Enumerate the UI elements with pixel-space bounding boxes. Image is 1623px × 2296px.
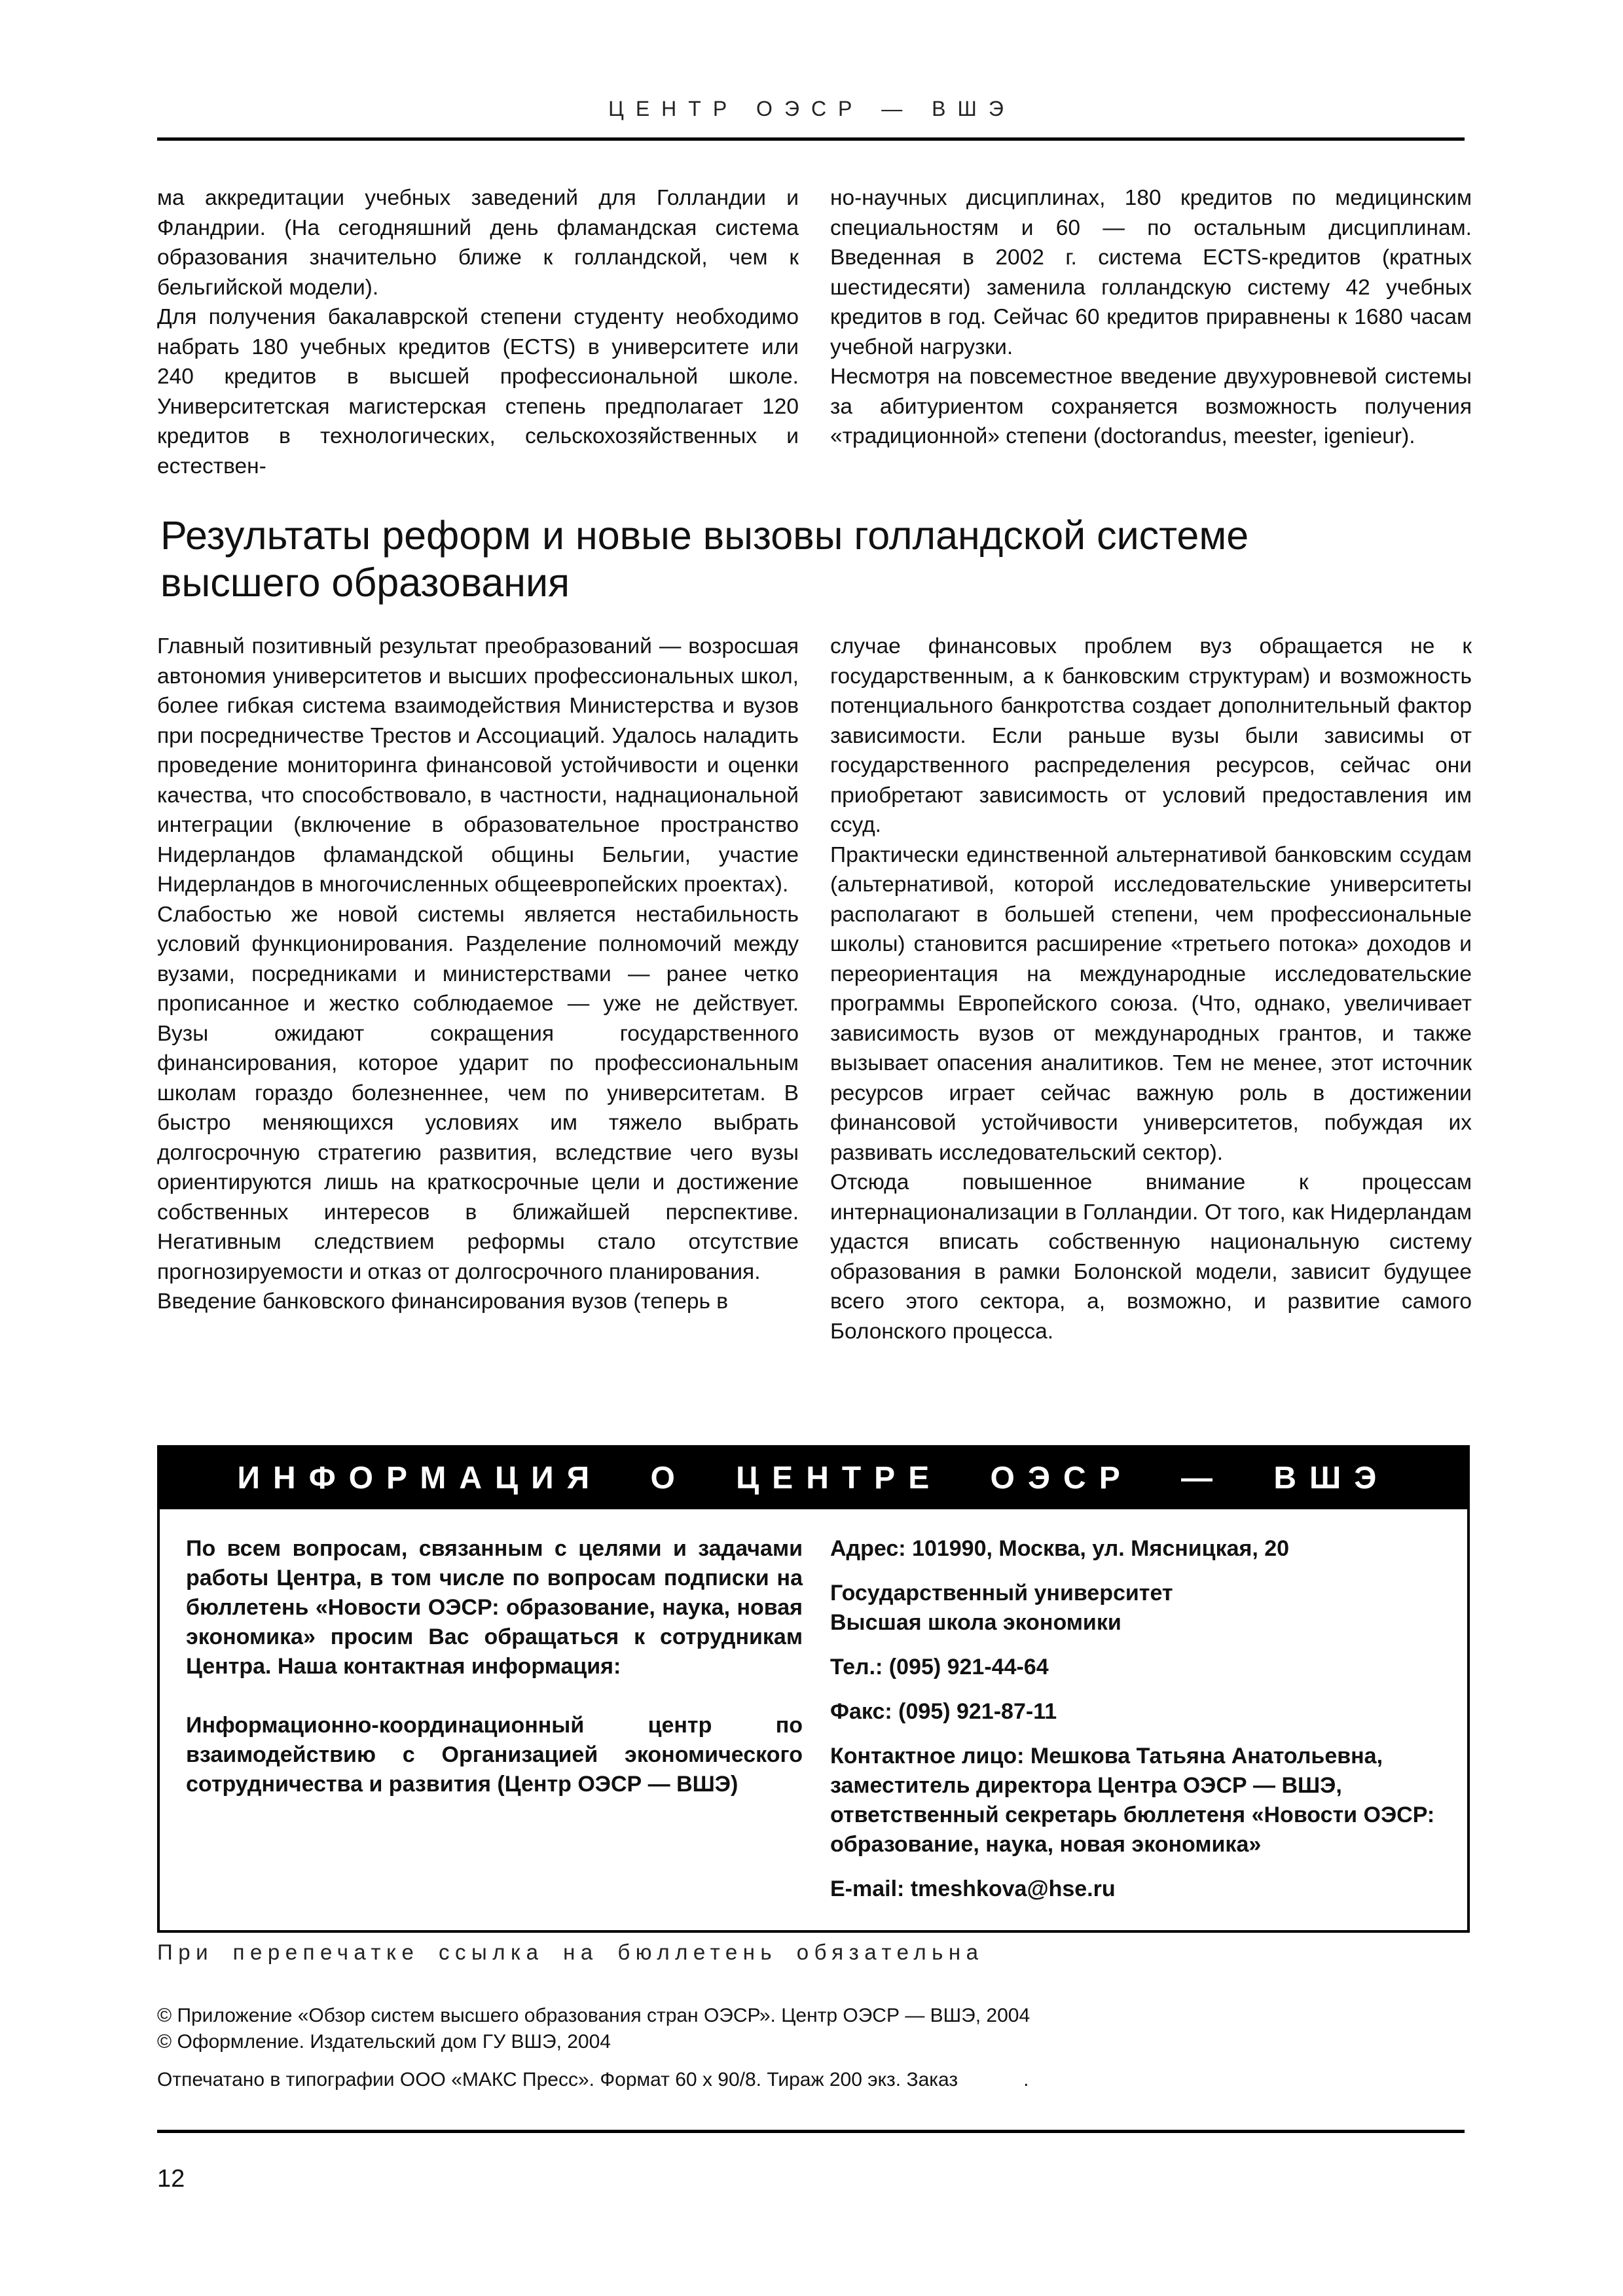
footer-rule: [157, 2130, 1465, 2133]
header-rule: [157, 137, 1465, 141]
paragraph: Слабостью же новой системы является нестабильность условий функционирования. Разделение полномочий между вузами, посредниками и министерствами — ранее четко прописанное и жестко соблюдаемое — уже не действует. Вузы ожидают сокращения государственного финансирования, которое ударит по профессиональным школам гораздо болезненнее, чем по университетам. В быстро меняющихся условиях им тяжело выбрать долгосрочную стратегию развития, вследствие чего вузы ориентируются лишь на краткосрочные цели и достижение собственных интересов в ближайшей перспективе. Негативным следствием реформы стало отсутствие прогнозируемости и отказ от долгосрочного планирования.: [157, 902, 799, 1284]
paragraph: Главный позитивный результат преобразований — возросшая автономия университетов и высших профессиональных школ, более гибкая система взаимодействия Министерства и вузов при посредничестве Трестов и Ассоциаций. Удалось наладить проведение мониторинга финансовой устойчивости и оценки качества, что способствовало, в частности, наднациональной интеграции (включение в образовательное пространство Нидерландов фламандской общины Бельгии, участие Нидерландов в многочисленных общеевропейских проектах).: [157, 634, 799, 897]
top-right-column: [830, 183, 1472, 452]
main-left-column: [157, 632, 799, 1317]
info-center-name: Информационно-координационный центр по взаимодействию с Организацией экономического сотрудничества и развития (Центр ОЭСР — ВШЭ): [186, 1713, 803, 1797]
paragraph: Несмотря на повсеместное введение двухуровневой системы за абитуриентом сохраняется возможность получения «традиционной» степени (doctorandus, meester, igenieur).: [830, 365, 1472, 448]
copyright-line: © Приложение «Обзор систем высшего образования стран ОЭСР». Центр ОЭСР — ВШЭ, 2004: [157, 2005, 1030, 2026]
section-heading-line1: Результаты реформ и новые вызовы голландской системе: [160, 513, 1249, 558]
info-box-left: [186, 1534, 803, 1829]
copyright-line: © Оформление. Издательский дом ГУ ВШЭ, 2004: [157, 2031, 611, 2053]
paragraph: Отсюда повышенное внимание к процессам интернационализации в Голландии. От того, как Нидерландам удастся вписать собственную национальную систему образования в рамки Болонской модели, зависит будущее всего этого сектора, а, возможно, и развитие самого Болонского процесса.: [830, 1170, 1472, 1344]
page-number: 12: [157, 2165, 185, 2193]
info-intro: По всем вопросам, связанным с целями и задачами работы Центра, в том числе по вопросам подписки на бюллетень «Новости ОЭСР: образование, наука, новая экономика» просим Вас обращаться к сотрудникам Центра. Наша контактная информация:: [186, 1536, 803, 1679]
paragraph: Введение банковского финансирования вузов (теперь в: [157, 1289, 729, 1314]
info-box: [157, 1445, 1470, 1933]
paragraph: но-научных дисциплинах, 180 кредитов по медицинским специальностям и 60 — по остальным дисциплинам. Введенная в 2002 г. система ECTS-кредитов (кратных шестидесяти) заменила голландскую систему 42 учебных кредитов в год. Сейчас 60 кредитов приравнены к 1680 часам учебной нагрузки.: [830, 186, 1472, 359]
paragraph: Практически единственной альтернативой банковским ссудам (альтернативой, которой исследовательские университеты располагают в большей степени, чем профессиональные школы) становится расширение «третьего потока» доходов и переориентация на международные исследовательские программы Европейского союза. (Что, однако, увеличивает зависимость вузов от международных грантов, и также вызывает опасения аналитиков. Тем не менее, этот источник ресурсов играет сейчас важную роль в достижении финансовой устойчивости университетов, побуждая их развивать исследовательский сектор).: [830, 842, 1472, 1165]
info-fax: Факс: (095) 921-87-11: [830, 1699, 1057, 1724]
paragraph: ма аккредитации учебных заведений для Голландии и Фландрии. (На сегодняшний день фламандская система образования значительно ближе к голландской, чем к бельгийской модели).: [157, 186, 799, 300]
printing-info: Отпечатано в типографии ООО «МАКС Пресс». Формат 60 x 90/8. Тираж 200 экз. Заказ .: [157, 2069, 1029, 2090]
info-box-right: [830, 1534, 1446, 1919]
info-phone: Тел.: (095) 921-44-64: [830, 1655, 1049, 1679]
info-email: E-mail: tmeshkova@hse.ru: [830, 1876, 1116, 1901]
info-university-line2: Высшая школа экономики: [830, 1610, 1122, 1635]
info-university-line1: Государственный университет: [830, 1581, 1173, 1605]
info-contact: Контактное лицо: Мешкова Татьяна Анатольевна, заместитель директора Центра ОЭСР — ВШЭ, ответственный секретарь бюллетеня «Новости ОЭСР: образование, наука, новая экономика»: [830, 1744, 1435, 1857]
top-left-column: [157, 183, 799, 481]
running-header: ЦЕНТР ОЭСР — ВШЭ: [608, 97, 1015, 120]
info-address: Адрес: 101990, Москва, ул. Мясницкая, 20: [830, 1536, 1290, 1561]
section-heading-line2: высшего образования: [160, 560, 570, 605]
paragraph: Для получения бакалаврской степени студенту необходимо набрать 180 учебных кредитов (ECTS) в университете или 240 кредитов в высшей профессиональной школе. Университетская магистерская степень предполагает 120 кредитов в технологических, сельскохозяйственных и естествен-: [157, 305, 799, 478]
section-heading: [160, 512, 1404, 606]
main-right-column: [830, 632, 1472, 1346]
reprint-note: При перепечатке ссылка на бюллетень обязательна: [157, 1940, 984, 1964]
info-university: [830, 1579, 1446, 1638]
info-box-title: ИНФОРМАЦИЯ О ЦЕНТРЕ ОЭСР — ВШЭ: [160, 1448, 1467, 1509]
paragraph: случае финансовых проблем вуз обращается не к государственным, а к банковским структурам) и возможность потенциального банкротства создает дополнительный фактор зависимости. Если раньше вузы были зависимы от государственного распределения ресурсов, сейчас они приобретают зависимость от условий предоставления им ссуд.: [830, 634, 1472, 837]
